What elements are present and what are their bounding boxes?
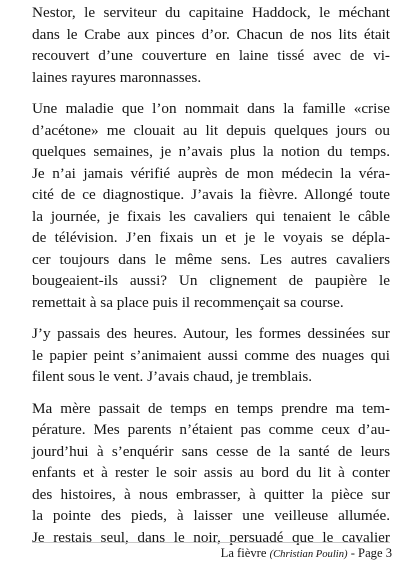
text-line: d’acétone» me clouait au lit depuis quelques jours ou	[32, 121, 390, 139]
paragraph-2	[32, 98, 390, 313]
text-line: remettait à sa place puis il recommençait sa course.	[32, 293, 344, 311]
text-line: de télévision. J’en fixais un et je le voyais se dépla-	[32, 229, 390, 246]
paragraph-3	[32, 323, 390, 388]
text-line: filent sous le vent. J’avais chaud, je tremblais.	[32, 368, 313, 385]
footer-divider	[32, 542, 390, 543]
text-line: Je restais seul, dans le noir, persuadé que le cavalier	[32, 528, 390, 546]
text-line: des histoires, à nous embrasser, à quitter la pièce sur	[32, 485, 390, 503]
text-line: Nestor, le serviteur du capitaine Haddock, le méchant	[32, 4, 390, 21]
text-line: enfants et à rester le soir assis au bord du lit à conter	[32, 464, 390, 481]
page-footer	[221, 545, 392, 563]
footer-title: La fièvre	[220, 546, 267, 560]
text-line: la journée, je fixais les cavaliers qui tenaient le câble	[32, 207, 390, 225]
footer-page-number: - Page 3	[350, 546, 392, 560]
text-line: recouvert d’une couverture en laine tissé avec de vi-	[32, 47, 390, 64]
text-line: quelques semaines, je n’avais plus la notion du temps.	[32, 143, 390, 160]
text-line: Ma mère passait de temps en temps prendre ma tem-	[32, 399, 390, 417]
paragraph-1	[32, 2, 390, 88]
text-line: pérature. Mes parents n’étaient pas comme ceux d’au-	[32, 421, 390, 438]
text-line: Une maladie que l’on nommait dans la famille «crise	[32, 100, 390, 117]
text-line: laines rayures maronnasses.	[32, 68, 202, 86]
text-line: cer toujours dans le même sens. Les autres cavaliers	[32, 250, 390, 268]
text-line: cité de ce diagnostique. J’avais la fièvre. Allongé toute	[32, 186, 390, 203]
text-line: la pointe des pieds, à laisser une veilleuse allumée.	[32, 507, 390, 524]
text-line: jourd’hui à s’enquérir sans cesse de la santé de leurs	[32, 442, 390, 460]
document-body	[32, 2, 390, 558]
text-line: Je n’ai jamais vérifié auprès de mon médecin la véra-	[32, 164, 390, 182]
text-line: J’y passais des heures. Autour, les formes dessinées sur	[32, 325, 390, 342]
text-line: dans le Crabe aux pinces d’or. Chacun de nos lits était	[32, 25, 390, 43]
text-line: bougeaient-ils aussi? Un clignement de paupière le	[32, 272, 390, 289]
footer-author: (Christian Poulin)	[269, 549, 348, 560]
text-line: le papier peint s’animaient aussi comme des nuages qui	[32, 346, 390, 364]
paragraph-4	[32, 398, 390, 549]
